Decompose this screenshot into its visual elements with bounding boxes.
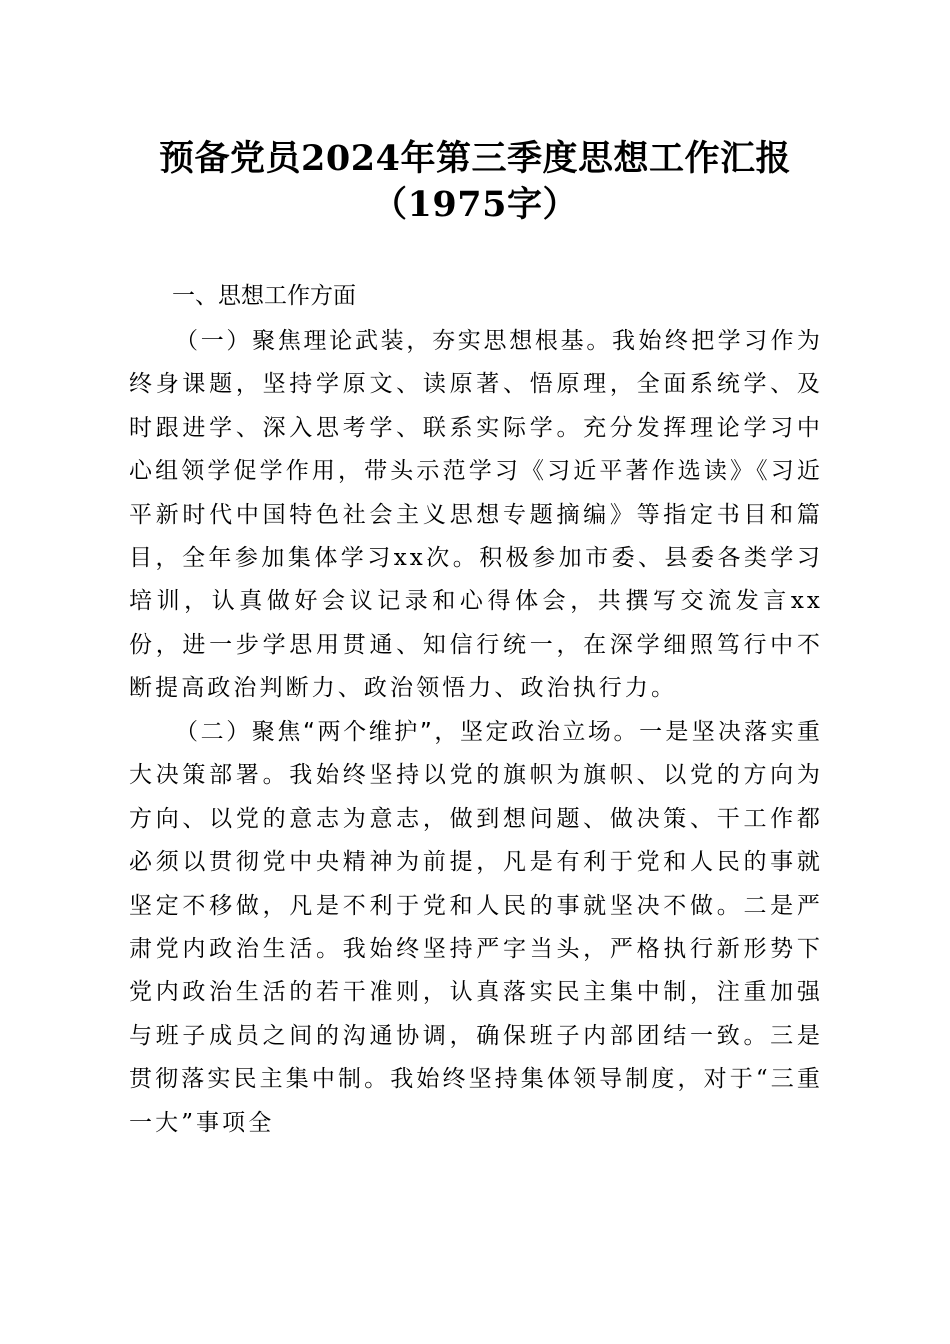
paragraph-lead: （一）聚焦理论武装，夯实思想根基。: [175, 328, 613, 354]
paragraph-lead: （二）聚焦“两个维护”，坚定政治立场。: [175, 719, 640, 745]
paragraph: [129, 320, 823, 711]
paragraph: [129, 711, 823, 1145]
document-title: 预备党员2024年第三季度思想工作汇报: [159, 138, 791, 179]
paragraph-body: 我始终把学习作为终身课题，坚持学原文、读原著、悟原理，全面系统学、及时跟进学、深入思考学、联系实际学。充分发挥理论学习中心组领学促学作用，带头示范学习《习近平著作选读》《习近平新时代中国特色社会主义思想专题摘编》等指定书目和篇目，全年参加集体学习xx次。积极参加市委、县委各类学习培训，认真做好会议记录和心得体会，共撰写交流发言xx份，进一步学思用贯通、知信行统一，在深学细照笃行中不断提高政治判断力、政治领悟力、政治执行力。: [129, 328, 823, 702]
word-count-subtitle: （1975字）: [372, 184, 578, 225]
paragraph-body: 一是坚决落实重大决策部署。我始终坚持以党的旗帜为旗帜、以党的方向为方向、以党的意志为意志，做到想问题、做决策、干工作都必须以贯彻党中央精神为前提，凡是有利于党和人民的事就坚定不移做，凡是不利于党和人民的事就坚决不做。二是严肃党内政治生活。我始终坚持严字当头，严格执行新形势下党内政治生活的若干准则，认真落实民主集中制，注重加强与班子成员之间的沟通协调，确保班子内部团结一致。三是贯彻落实民主集中制。我始终坚持集体领导制度，对于“三重一大”事项全: [129, 719, 823, 1136]
section-heading: 一、思想工作方面: [172, 283, 356, 309]
